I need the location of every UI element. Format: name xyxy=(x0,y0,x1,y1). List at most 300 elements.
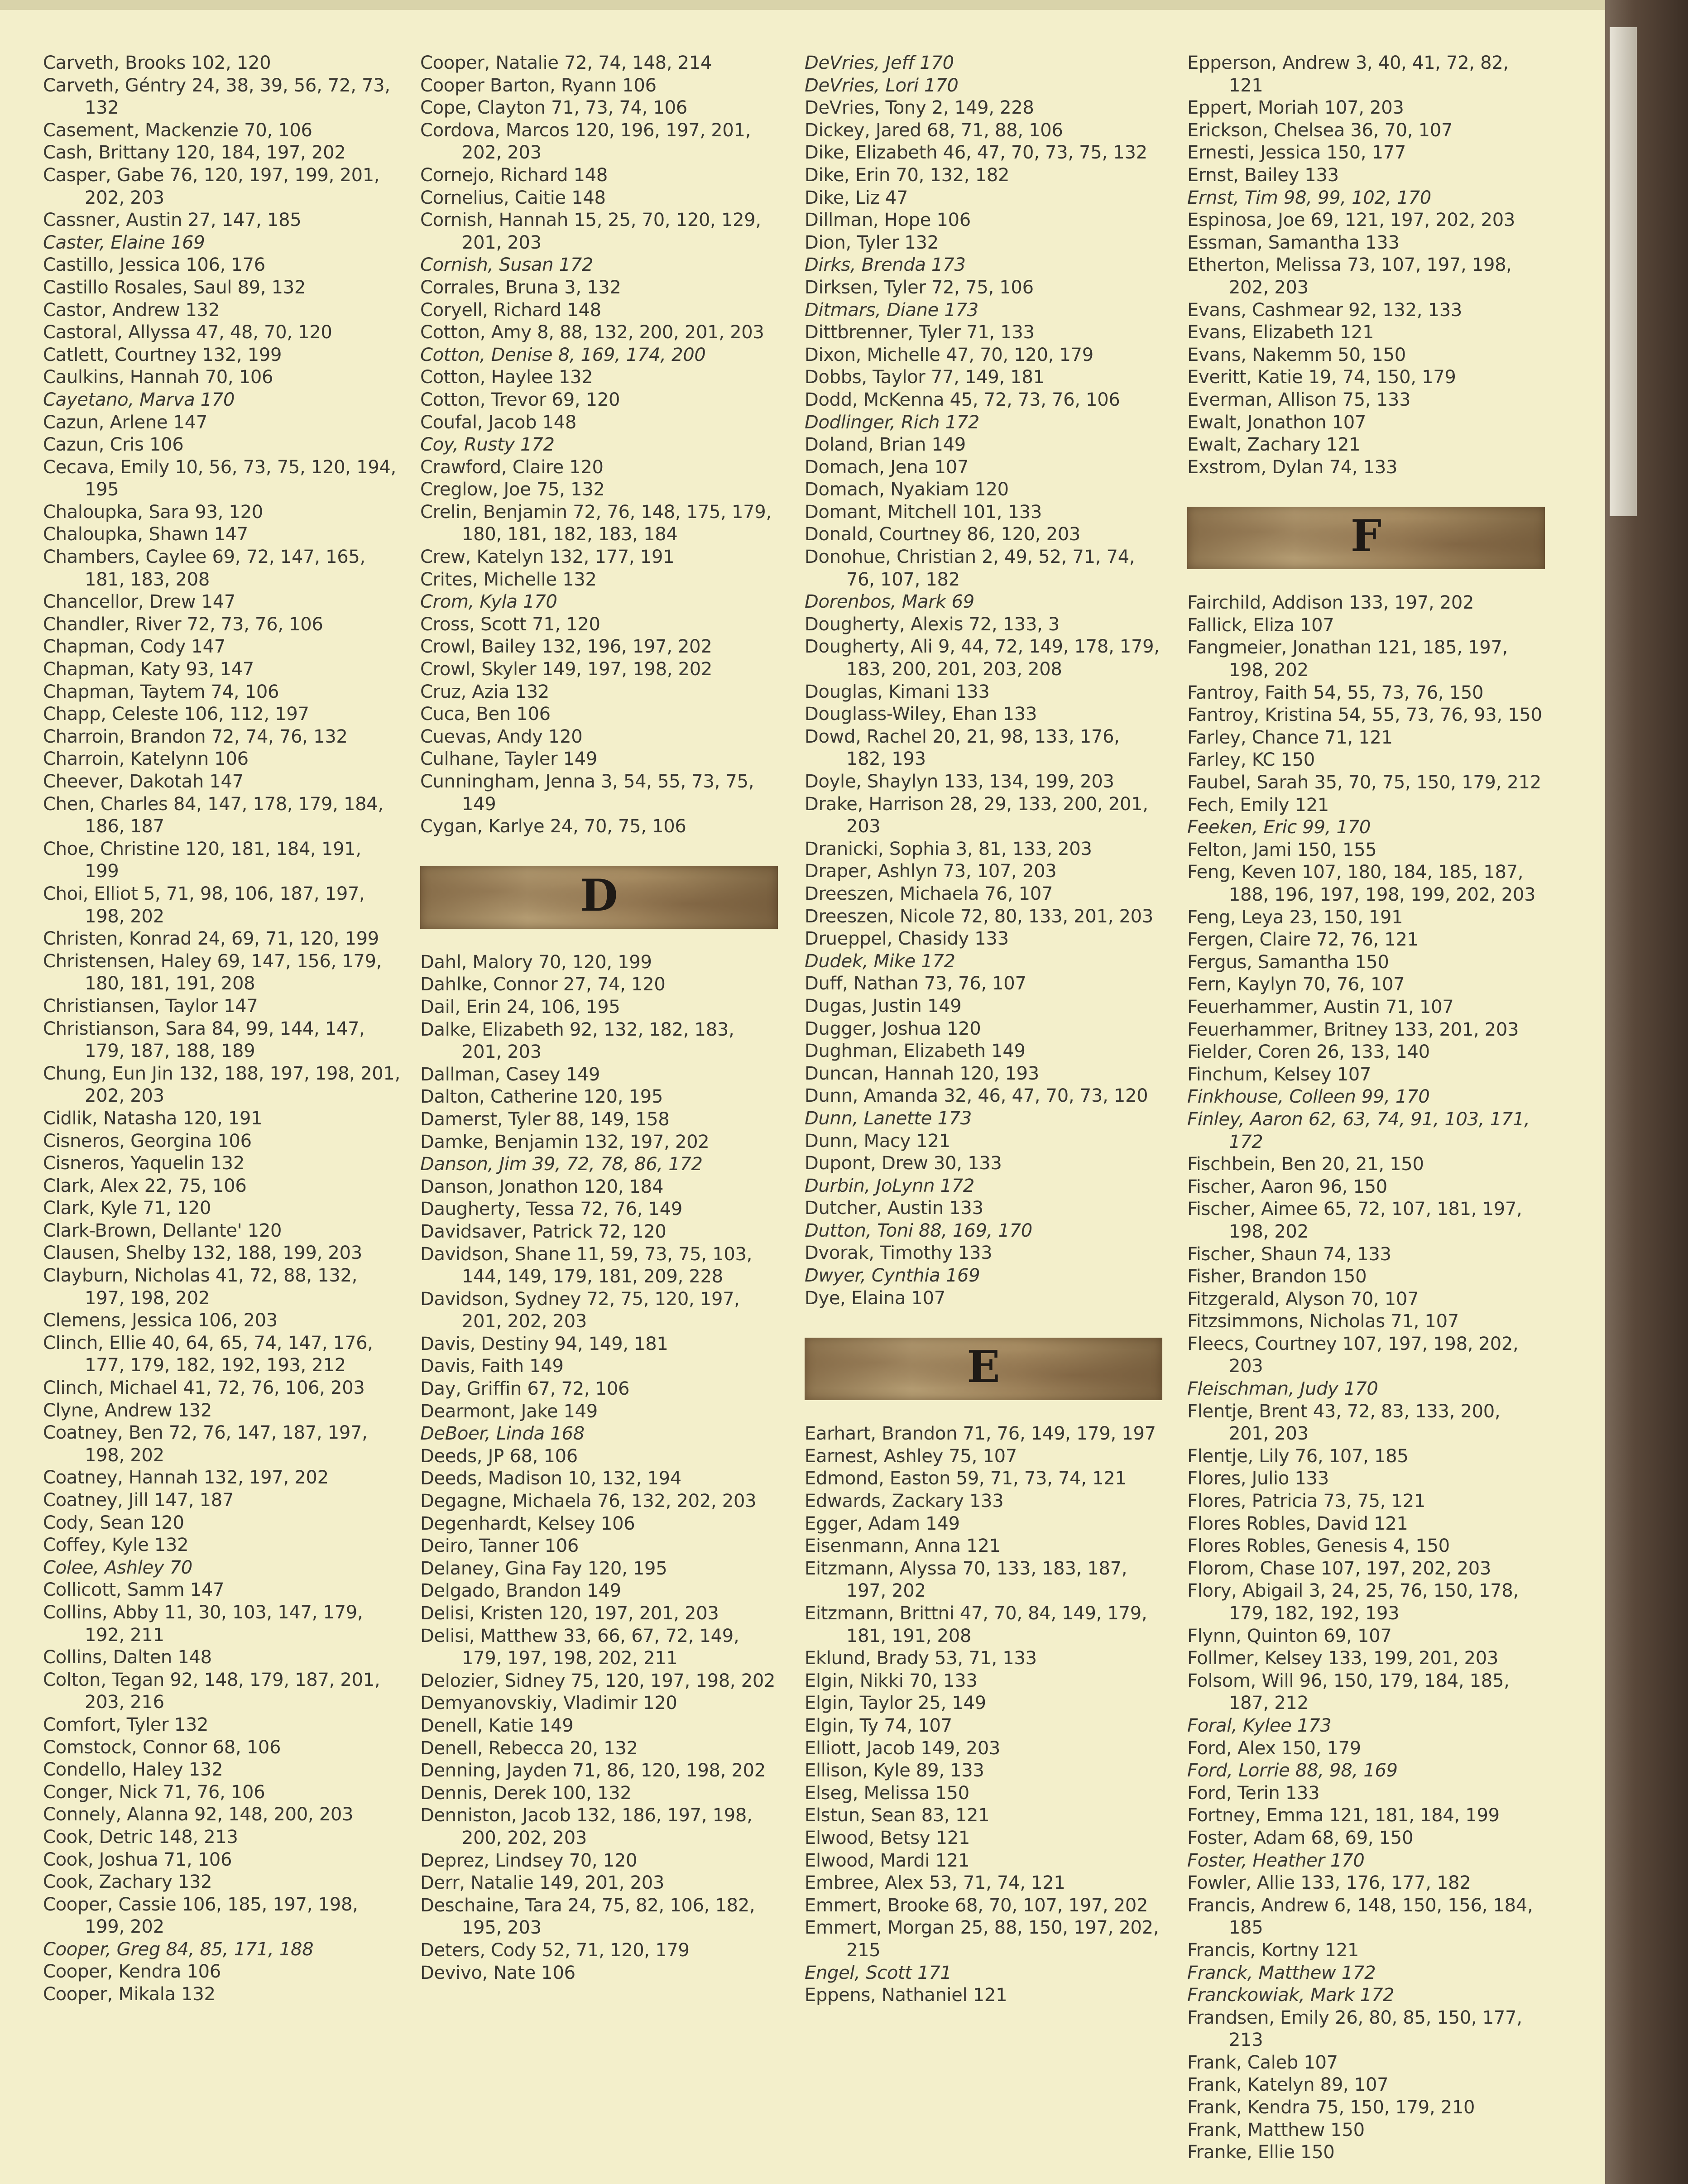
index-entry: Coatney, Ben 72, 76, 147, 187, 197, 198, 202 xyxy=(43,1422,368,1466)
index-entry: Chaloupka, Shawn 147 xyxy=(43,524,248,545)
index-entry: Eitzmann, Alyssa 70, 133, 183, 187, 197, 202 xyxy=(805,1558,1127,1602)
index-entry: Condello, Haley 132 xyxy=(43,1759,223,1781)
index-entry: Elliott, Jacob 149, 203 xyxy=(805,1738,1000,1759)
index-entry: Ellison, Kyle 89, 133 xyxy=(805,1760,984,1781)
index-column-4 xyxy=(1187,52,1545,2164)
index-entry: Corrales, Bruna 3, 132 xyxy=(420,277,621,298)
index-entry: Cisneros, Yaquelin 132 xyxy=(43,1153,245,1174)
index-entry: Durbin, JoLynn 172 xyxy=(805,1175,975,1196)
index-entry: Dreeszen, Michaela 76, 107 xyxy=(805,883,1053,904)
index-entry: Dye, Elaina 107 xyxy=(805,1287,945,1309)
index-entry: Castoral, Allyssa 47, 48, 70, 120 xyxy=(43,322,332,343)
index-entry: Chancellor, Drew 147 xyxy=(43,591,236,613)
index-entry: Denniston, Jacob 132, 186, 197, 198, 200, 202, 203 xyxy=(420,1805,753,1848)
index-entry: Etherton, Melissa 73, 107, 197, 198, 202, 203 xyxy=(1187,254,1512,298)
index-entry: Fortney, Emma 121, 181, 184, 199 xyxy=(1187,1805,1500,1826)
index-entry: Crowl, Skyler 149, 197, 198, 202 xyxy=(420,659,712,680)
index-entry: Dugger, Joshua 120 xyxy=(805,1018,981,1039)
index-column-1 xyxy=(43,52,401,2006)
index-entry: Fitzgerald, Alyson 70, 107 xyxy=(1187,1288,1419,1310)
index-entry: Fischer, Shaun 74, 133 xyxy=(1187,1243,1391,1265)
index-entry: Dike, Elizabeth 46, 47, 70, 73, 75, 132 xyxy=(805,142,1147,163)
index-entry: Cygan, Karlye 24, 70, 75, 106 xyxy=(420,816,686,837)
index-entry: Cassner, Austin 27, 147, 185 xyxy=(43,210,302,231)
index-entry: Danson, Jonathon 120, 184 xyxy=(420,1176,664,1197)
index-entry: Espinosa, Joe 69, 121, 197, 202, 203 xyxy=(1187,210,1515,231)
index-entry: Flentje, Lily 76, 107, 185 xyxy=(1187,1445,1409,1467)
index-entry: Cross, Scott 71, 120 xyxy=(420,614,600,635)
index-entry: Franke, Ellie 150 xyxy=(1187,2142,1335,2163)
index-entry: Colee, Ashley 70 xyxy=(43,1557,192,1578)
index-entry: Dowd, Rachel 20, 21, 98, 133, 176, 182, 193 xyxy=(805,726,1120,770)
index-entry: Christen, Konrad 24, 69, 71, 120, 199 xyxy=(43,928,379,950)
index-entry: Fallick, Eliza 107 xyxy=(1187,614,1334,636)
index-entry: Fergus, Samantha 150 xyxy=(1187,951,1389,973)
index-entry: Elwood, Betsy 121 xyxy=(805,1827,970,1848)
index-entry: Castor, Andrew 132 xyxy=(43,299,220,321)
index-entry: Chapp, Celeste 106, 112, 197 xyxy=(43,704,309,725)
index-entry: Choe, Christine 120, 181, 184, 191, 199 xyxy=(43,838,361,882)
index-entry: Flentje, Brent 43, 72, 83, 133, 200, 201, 203 xyxy=(1187,1401,1501,1445)
index-entry: Clark, Alex 22, 75, 106 xyxy=(43,1175,247,1196)
index-entry: Chung, Eun Jin 132, 188, 197, 198, 201, 202, 203 xyxy=(43,1063,400,1107)
index-entry: Clinch, Ellie 40, 64, 65, 74, 147, 176, 177, 179, 182, 192, 193, 212 xyxy=(43,1332,373,1376)
index-entry: Creglow, Joe 75, 132 xyxy=(420,479,605,500)
index-entry: DeVries, Lori 170 xyxy=(805,75,959,96)
index-entry: Davis, Destiny 94, 149, 181 xyxy=(420,1333,668,1354)
index-entry: Cooper Barton, Ryann 106 xyxy=(420,75,657,96)
index-entry: Cook, Detric 148, 213 xyxy=(43,1826,238,1848)
index-entry: Dodd, McKenna 45, 72, 73, 76, 106 xyxy=(805,389,1120,410)
index-entry: Faubel, Sarah 35, 70, 75, 150, 179, 212 xyxy=(1187,772,1541,793)
index-entry: Dutton, Toni 88, 169, 170 xyxy=(805,1220,1032,1241)
index-entry: Delozier, Sidney 75, 120, 197, 198, 202 xyxy=(420,1670,776,1691)
index-entry: Fitzsimmons, Nicholas 71, 107 xyxy=(1187,1311,1459,1332)
index-entry: Feuerhammer, Britney 133, 201, 203 xyxy=(1187,1019,1519,1040)
index-entry: Domach, Nyakiam 120 xyxy=(805,479,1009,500)
index-entry: Domach, Jena 107 xyxy=(805,456,969,478)
index-entry: Cotton, Trevor 69, 120 xyxy=(420,389,620,410)
index-entry: Felton, Jami 150, 155 xyxy=(1187,839,1377,860)
index-entry: Coffey, Kyle 132 xyxy=(43,1535,189,1556)
index-entry: Deschaine, Tara 24, 75, 82, 106, 182, 195, 203 xyxy=(420,1895,755,1939)
index-entry: Cazun, Arlene 147 xyxy=(43,412,208,433)
index-entry: Duff, Nathan 73, 76, 107 xyxy=(805,973,1026,994)
index-entry: Finchum, Kelsey 107 xyxy=(1187,1064,1372,1085)
index-entry: Collicott, Samm 147 xyxy=(43,1579,225,1601)
index-entry: Drueppel, Chasidy 133 xyxy=(805,928,1009,950)
index-entry: Dougherty, Alexis 72, 133, 3 xyxy=(805,614,1060,635)
index-entry: Cook, Zachary 132 xyxy=(43,1872,212,1893)
index-entry: Doyle, Shaylyn 133, 134, 199, 203 xyxy=(805,771,1114,792)
index-entry: Clayburn, Nicholas 41, 72, 88, 132, 197, 198, 202 xyxy=(43,1265,358,1309)
index-entry: Damke, Benjamin 132, 197, 202 xyxy=(420,1131,710,1152)
index-entry: Eppens, Nathaniel 121 xyxy=(805,1985,1007,2006)
index-entry: Coryell, Richard 148 xyxy=(420,299,601,321)
index-entry: Dranicki, Sophia 3, 81, 133, 203 xyxy=(805,838,1092,859)
index-entry: Dalton, Catherine 120, 195 xyxy=(420,1086,663,1108)
index-entry: Embree, Alex 53, 71, 74, 121 xyxy=(805,1872,1065,1894)
index-entry: Deiro, Tanner 106 xyxy=(420,1536,579,1557)
index-entry: Dreeszen, Nicole 72, 80, 133, 201, 203 xyxy=(805,906,1153,927)
index-entry: Christianson, Sara 84, 99, 144, 147, 179, 187, 188, 189 xyxy=(43,1018,365,1062)
index-entry: Draper, Ashlyn 73, 107, 203 xyxy=(805,861,1057,882)
index-entry: Chapman, Taytem 74, 106 xyxy=(43,681,279,702)
index-entry: Cooper, Cassie 106, 185, 197, 198, 199, 202 xyxy=(43,1894,358,1938)
index-entry: Douglass-Wiley, Ehan 133 xyxy=(805,704,1037,725)
section-banner xyxy=(420,866,778,929)
index-entry: Chandler, River 72, 73, 76, 106 xyxy=(43,614,323,635)
index-entry: Dugas, Justin 149 xyxy=(805,995,962,1017)
index-entry: Caulkins, Hannah 70, 106 xyxy=(43,367,273,388)
book-binding xyxy=(1605,0,1688,2184)
index-entry: Flory, Abigail 3, 24, 25, 76, 150, 178, 179, 182, 192, 193 xyxy=(1187,1580,1519,1624)
index-entry: Christensen, Haley 69, 147, 156, 179, 180, 181, 191, 208 xyxy=(43,950,382,994)
index-entry: Collins, Dalten 148 xyxy=(43,1647,212,1668)
index-entry: Cotton, Denise 8, 169, 174, 200 xyxy=(420,344,706,365)
index-entry: Ernst, Bailey 133 xyxy=(1187,164,1339,186)
index-entry: Flores Robles, Genesis 4, 150 xyxy=(1187,1536,1450,1557)
index-entry: Elseg, Melissa 150 xyxy=(805,1782,969,1804)
index-entry: Ditmars, Diane 173 xyxy=(805,299,978,321)
index-entry: Casper, Gabe 76, 120, 197, 199, 201, 202, 203 xyxy=(43,164,380,208)
index-entry: Dike, Erin 70, 132, 182 xyxy=(805,164,1010,186)
index-entry: Fairchild, Addison 133, 197, 202 xyxy=(1187,592,1474,614)
index-entry: Fantroy, Kristina 54, 55, 73, 76, 93, 150 xyxy=(1187,705,1542,726)
index-entry: Fleischman, Judy 170 xyxy=(1187,1378,1378,1400)
index-entry: Deprez, Lindsey 70, 120 xyxy=(420,1850,638,1871)
index-entry: Cooper, Natalie 72, 74, 148, 214 xyxy=(420,53,712,73)
index-entry: Ernesti, Jessica 150, 177 xyxy=(1187,142,1406,163)
index-entry: Delisi, Kristen 120, 197, 201, 203 xyxy=(420,1603,719,1624)
index-entry: Chapman, Cody 147 xyxy=(43,636,225,658)
index-entry: Foster, Heather 170 xyxy=(1187,1850,1365,1871)
index-entry: Cope, Clayton 71, 73, 74, 106 xyxy=(420,97,687,119)
index-entry: Dallman, Casey 149 xyxy=(420,1064,600,1085)
index-entry: Christiansen, Taylor 147 xyxy=(43,995,258,1017)
index-entry: Farley, Chance 71, 121 xyxy=(1187,727,1393,748)
index-entry: Catlett, Courtney 132, 199 xyxy=(43,344,282,365)
index-entry: Dail, Erin 24, 106, 195 xyxy=(420,996,620,1018)
index-column-2 xyxy=(420,52,778,1984)
index-entry: Dixon, Michelle 47, 70, 120, 179 xyxy=(805,344,1093,365)
index-entry: Deeds, Madison 10, 132, 194 xyxy=(420,1468,681,1489)
index-entry: Flores Robles, David 121 xyxy=(1187,1513,1408,1534)
index-entry: Ewalt, Jonathon 107 xyxy=(1187,412,1367,433)
index-entry: Cisneros, Georgina 106 xyxy=(43,1130,252,1152)
index-entry: Delgado, Brandon 149 xyxy=(420,1580,621,1602)
index-entry: Chambers, Caylee 69, 72, 147, 165, 181, 183, 208 xyxy=(43,547,365,590)
index-entry: Dirksen, Tyler 72, 75, 106 xyxy=(805,277,1034,298)
index-entry: Cuevas, Andy 120 xyxy=(420,726,583,747)
index-entry: Ford, Alex 150, 179 xyxy=(1187,1738,1361,1759)
index-entry: Denell, Rebecca 20, 132 xyxy=(420,1738,638,1759)
index-entry: Egger, Adam 149 xyxy=(805,1513,960,1534)
index-entry: Comfort, Tyler 132 xyxy=(43,1714,209,1735)
index-entry: Donohue, Christian 2, 49, 52, 71, 74, 76, 107, 182 xyxy=(805,547,1135,590)
index-entry: Dahlke, Connor 27, 74, 120 xyxy=(420,974,666,995)
index-entry: Elstun, Sean 83, 121 xyxy=(805,1805,990,1826)
index-entry: Chen, Charles 84, 147, 178, 179, 184, 186, 187 xyxy=(43,793,384,837)
index-entry: Exstrom, Dylan 74, 133 xyxy=(1187,456,1398,478)
index-entry: Cotton, Haylee 132 xyxy=(420,367,593,388)
index-entry: Drake, Harrison 28, 29, 133, 200, 201, 203 xyxy=(805,793,1148,837)
index-entry: Dillman, Hope 106 xyxy=(805,210,971,231)
index-entry: Davidsaver, Patrick 72, 120 xyxy=(420,1221,667,1242)
index-entry: Dion, Tyler 132 xyxy=(805,232,939,253)
index-entry: Cornejo, Richard 148 xyxy=(420,164,608,186)
index-entry: Emmert, Morgan 25, 88, 150, 197, 202, 215 xyxy=(805,1917,1159,1961)
section-letter: E xyxy=(967,1341,1000,1393)
index-entry: Delisi, Matthew 33, 66, 67, 72, 149, 179, 197, 198, 202, 211 xyxy=(420,1625,739,1669)
index-entry: Crelin, Benjamin 72, 76, 148, 175, 179, 180, 181, 182, 183, 184 xyxy=(420,501,772,545)
index-entry: Edwards, Zackary 133 xyxy=(805,1491,1004,1512)
index-entry: Dunn, Macy 121 xyxy=(805,1130,950,1152)
index-entry: Dougherty, Ali 9, 44, 72, 149, 178, 179, 183, 200, 201, 203, 208 xyxy=(805,636,1160,680)
index-entry: Clinch, Michael 41, 72, 76, 106, 203 xyxy=(43,1378,365,1399)
index-entry: Dorenbos, Mark 69 xyxy=(805,591,974,613)
index-entry: Flores, Patricia 73, 75, 121 xyxy=(1187,1491,1426,1512)
index-entry: Feng, Leya 23, 150, 191 xyxy=(1187,907,1403,928)
index-entry: Denell, Katie 149 xyxy=(420,1715,574,1736)
index-entry: Deeds, JP 68, 106 xyxy=(420,1445,578,1467)
index-entry: Flynn, Quinton 69, 107 xyxy=(1187,1625,1392,1646)
index-entry: Doland, Brian 149 xyxy=(805,434,966,456)
index-entry: Flores, Julio 133 xyxy=(1187,1468,1329,1489)
index-entry: Davis, Faith 149 xyxy=(420,1356,564,1377)
index-entry: Dudek, Mike 172 xyxy=(805,950,955,972)
index-entry: Frandsen, Emily 26, 80, 85, 150, 177, 213 xyxy=(1187,2007,1522,2051)
index-entry: Clausen, Shelby 132, 188, 199, 203 xyxy=(43,1243,362,1264)
index-entry: Finley, Aaron 62, 63, 74, 91, 103, 171, 172 xyxy=(1187,1109,1530,1152)
index-entry: Erickson, Chelsea 36, 70, 107 xyxy=(1187,120,1453,141)
index-entry: Dwyer, Cynthia 169 xyxy=(805,1265,980,1286)
index-entry: Cornelius, Caitie 148 xyxy=(420,187,606,208)
index-entry: Eitzmann, Brittni 47, 70, 84, 149, 179, 181, 191, 208 xyxy=(805,1603,1147,1646)
index-entry: Fowler, Allie 133, 176, 177, 182 xyxy=(1187,1872,1471,1894)
index-entry: Evans, Cashmear 92, 132, 133 xyxy=(1187,299,1463,321)
index-entry: Feng, Keven 107, 180, 184, 185, 187, 188, 196, 197, 198, 199, 202, 203 xyxy=(1187,862,1536,905)
index-entry: Demyanovskiy, Vladimir 120 xyxy=(420,1693,677,1714)
index-entry: Carveth, Brooks 102, 120 xyxy=(43,53,271,73)
index-entry: Degenhardt, Kelsey 106 xyxy=(420,1513,635,1534)
index-entry: Dike, Liz 47 xyxy=(805,187,908,208)
index-entry: Ford, Lorrie 88, 98, 169 xyxy=(1187,1760,1398,1781)
index-entry: Collins, Abby 11, 30, 103, 147, 179, 192, 211 xyxy=(43,1602,363,1646)
section-letter: D xyxy=(580,869,618,921)
index-entry: Everman, Allison 75, 133 xyxy=(1187,389,1411,410)
index-entry: Derr, Natalie 149, 201, 203 xyxy=(420,1872,665,1894)
index-entry: Dunn, Amanda 32, 46, 47, 70, 73, 120 xyxy=(805,1085,1148,1107)
index-entry: Cordova, Marcos 120, 196, 197, 201, 202, 203 xyxy=(420,120,751,163)
index-entry: Duncan, Hannah 120, 193 xyxy=(805,1063,1039,1084)
index-entry: Feuerhammer, Austin 71, 107 xyxy=(1187,996,1454,1018)
index-entry: Fleecs, Courtney 107, 197, 198, 202, 203 xyxy=(1187,1333,1519,1377)
index-entry: Donald, Courtney 86, 120, 203 xyxy=(805,524,1081,545)
index-entry: Cooper, Greg 84, 85, 171, 188 xyxy=(43,1939,314,1960)
index-entry: Florom, Chase 107, 197, 202, 203 xyxy=(1187,1558,1491,1579)
index-entry: Chaloupka, Sara 93, 120 xyxy=(43,501,263,523)
index-entry: Eklund, Brady 53, 71, 133 xyxy=(805,1648,1037,1669)
index-entry: Foster, Adam 68, 69, 150 xyxy=(1187,1827,1414,1848)
index-entry: Emmert, Brooke 68, 70, 107, 197, 202 xyxy=(805,1895,1148,1916)
index-entry: Dughman, Elizabeth 149 xyxy=(805,1041,1026,1062)
index-column-3 xyxy=(805,52,1162,2007)
index-entry: Fangmeier, Jonathan 121, 185, 197, 198, 202 xyxy=(1187,637,1508,681)
index-entry: Folsom, Will 96, 150, 179, 184, 185, 187, 212 xyxy=(1187,1670,1510,1714)
index-entry: Daugherty, Tessa 72, 76, 149 xyxy=(420,1199,683,1220)
index-entry: Cooper, Mikala 132 xyxy=(43,1984,216,2005)
index-entry: Damerst, Tyler 88, 149, 158 xyxy=(420,1109,670,1130)
index-entry: Dunn, Lanette 173 xyxy=(805,1108,972,1129)
index-entry: Coatney, Hannah 132, 197, 202 xyxy=(43,1467,329,1488)
index-entry: Delaney, Gina Fay 120, 195 xyxy=(420,1558,667,1579)
index-entry: Domant, Mitchell 101, 133 xyxy=(805,501,1042,523)
page-tab xyxy=(1610,27,1637,516)
index-entry: Ewalt, Zachary 121 xyxy=(1187,434,1361,456)
index-entry: Castillo, Jessica 106, 176 xyxy=(43,254,265,276)
index-entry: Fischbein, Ben 20, 21, 150 xyxy=(1187,1154,1424,1175)
index-entry: Cornish, Hannah 15, 25, 70, 120, 129, 201, 203 xyxy=(420,210,761,253)
index-entry: Davidson, Shane 11, 59, 73, 75, 103, 144, 149, 179, 181, 209, 228 xyxy=(420,1243,753,1287)
index-entry: Fantroy, Faith 54, 55, 73, 76, 150 xyxy=(1187,682,1484,703)
index-entry: Frank, Matthew 150 xyxy=(1187,2119,1365,2141)
index-entry: Elgin, Nikki 70, 133 xyxy=(805,1670,978,1691)
index-entry: Francis, Kortny 121 xyxy=(1187,1939,1359,1961)
index-entry: Cotton, Amy 8, 88, 132, 200, 201, 203 xyxy=(420,322,764,343)
index-entry: Fisher, Brandon 150 xyxy=(1187,1266,1367,1287)
index-entry: Cody, Sean 120 xyxy=(43,1512,184,1533)
index-entry: Chapman, Katy 93, 147 xyxy=(43,659,254,680)
index-entry: Dickey, Jared 68, 71, 88, 106 xyxy=(805,120,1063,141)
index-entry: Cidlik, Natasha 120, 191 xyxy=(43,1108,263,1129)
index-entry: Danson, Jim 39, 72, 78, 86, 172 xyxy=(420,1154,703,1175)
index-entry: Fielder, Coren 26, 133, 140 xyxy=(1187,1042,1430,1063)
index-entry: Cook, Joshua 71, 106 xyxy=(43,1849,232,1870)
index-entry: Day, Griffin 67, 72, 106 xyxy=(420,1378,630,1400)
index-entry: Cornish, Susan 172 xyxy=(420,254,594,276)
index-entry: Fech, Emily 121 xyxy=(1187,794,1329,816)
index-entry: Dobbs, Taylor 77, 149, 181 xyxy=(805,367,1045,388)
page-top-edge xyxy=(0,0,1605,10)
index-entry: Charroin, Katelynn 106 xyxy=(43,749,249,770)
index-entry: Caster, Elaine 169 xyxy=(43,232,205,253)
index-entry: Feeken, Eric 99, 170 xyxy=(1187,817,1371,838)
index-entry: Eisenmann, Anna 121 xyxy=(805,1536,1001,1557)
index-entry: Clark, Kyle 71, 120 xyxy=(43,1198,211,1219)
index-entry: Dearmont, Jake 149 xyxy=(420,1401,598,1422)
index-entry: Farley, KC 150 xyxy=(1187,749,1315,771)
index-entry: Clemens, Jessica 106, 203 xyxy=(43,1310,278,1331)
index-entry: Engel, Scott 171 xyxy=(805,1962,952,1983)
index-entry: Finkhouse, Colleen 99, 170 xyxy=(1187,1086,1430,1108)
index-entry: Dahl, Malory 70, 120, 199 xyxy=(420,951,652,973)
index-entry: Denning, Jayden 71, 86, 120, 198, 202 xyxy=(420,1760,766,1781)
index-entry: Dittbrenner, Tyler 71, 133 xyxy=(805,322,1035,343)
index-entry: DeVries, Tony 2, 149, 228 xyxy=(805,97,1034,119)
index-entry: Evans, Nakemm 50, 150 xyxy=(1187,344,1406,365)
index-entry: Crawford, Claire 120 xyxy=(420,456,604,478)
index-entry: Fergen, Claire 72, 76, 121 xyxy=(1187,929,1419,950)
index-entry: Comstock, Connor 68, 106 xyxy=(43,1737,281,1758)
section-letter: F xyxy=(1350,510,1382,562)
index-entry: Crom, Kyla 170 xyxy=(420,591,557,613)
index-entry: Foral, Kylee 173 xyxy=(1187,1715,1332,1736)
index-entry: Eppert, Moriah 107, 203 xyxy=(1187,97,1404,119)
index-entry: Charroin, Brandon 72, 74, 76, 132 xyxy=(43,726,348,747)
index-entry: Francis, Andrew 6, 148, 150, 156, 184, 185 xyxy=(1187,1895,1533,1939)
index-entry: Fischer, Aimee 65, 72, 107, 181, 197, 198, 202 xyxy=(1187,1199,1522,1242)
index-entry: Choi, Elliot 5, 71, 98, 106, 187, 197, 198, 202 xyxy=(43,883,365,927)
index-entry: DeBoer, Linda 168 xyxy=(420,1423,585,1445)
index-entry: Castillo Rosales, Saul 89, 132 xyxy=(43,277,306,298)
index-entry: Fern, Kaylyn 70, 76, 107 xyxy=(1187,974,1405,995)
index-entry: Dennis, Derek 100, 132 xyxy=(420,1782,632,1804)
index-entry: Franckowiak, Mark 172 xyxy=(1187,1985,1395,2006)
index-entry: Cruz, Azia 132 xyxy=(420,681,549,702)
index-entry: Earhart, Brandon 71, 76, 149, 179, 197 xyxy=(805,1423,1156,1445)
index-entry: Cayetano, Marva 170 xyxy=(43,389,235,410)
index-entry: Clyne, Andrew 132 xyxy=(43,1400,212,1421)
index-entry: Evans, Elizabeth 121 xyxy=(1187,322,1374,343)
index-entry: Davidson, Sydney 72, 75, 120, 197, 201, 202, 203 xyxy=(420,1288,740,1332)
index-entry: Elgin, Ty 74, 107 xyxy=(805,1715,952,1736)
index-entry: Frank, Caleb 107 xyxy=(1187,2052,1338,2073)
index-entry: Dupont, Drew 30, 133 xyxy=(805,1153,1002,1174)
index-entry: Fischer, Aaron 96, 150 xyxy=(1187,1176,1387,1197)
index-entry: Dodlinger, Rich 172 xyxy=(805,412,980,433)
index-entry: Cazun, Cris 106 xyxy=(43,434,184,456)
index-entry: Earnest, Ashley 75, 107 xyxy=(805,1445,1017,1467)
section-banner xyxy=(805,1338,1162,1400)
index-entry: Conger, Nick 71, 76, 106 xyxy=(43,1781,265,1803)
index-entry: Dutcher, Austin 133 xyxy=(805,1198,983,1219)
index-entry: Degagne, Michaela 76, 132, 202, 203 xyxy=(420,1491,757,1512)
index-entry: Crites, Michelle 132 xyxy=(420,569,597,590)
index-entry: Douglas, Kimani 133 xyxy=(805,681,990,702)
index-entry: Essman, Samantha 133 xyxy=(1187,232,1400,253)
index-entry: Dalke, Elizabeth 92, 132, 182, 183, 201, 203 xyxy=(420,1019,734,1063)
index-entry: Cunningham, Jenna 3, 54, 55, 73, 75, 149 xyxy=(420,771,754,815)
index-entry: Casement, Mackenzie 70, 106 xyxy=(43,120,312,141)
index-entry: Everitt, Katie 19, 74, 150, 179 xyxy=(1187,367,1456,388)
index-entry: Epperson, Andrew 3, 40, 41, 72, 82, 121 xyxy=(1187,53,1509,96)
index-entry: Carveth, Géntry 24, 38, 39, 56, 72, 73, 132 xyxy=(43,75,390,119)
index-entry: Elgin, Taylor 25, 149 xyxy=(805,1693,986,1714)
index-entry: Dvorak, Timothy 133 xyxy=(805,1243,993,1264)
index-entry: Coufal, Jacob 148 xyxy=(420,412,577,433)
index-entry: DeVries, Jeff 170 xyxy=(805,53,954,73)
index-entry: Ford, Terin 133 xyxy=(1187,1782,1320,1804)
index-entry: Edmond, Easton 59, 71, 73, 74, 121 xyxy=(805,1468,1127,1489)
index-entry: Cheever, Dakotah 147 xyxy=(43,771,244,792)
index-entry: Ernst, Tim 98, 99, 102, 170 xyxy=(1187,187,1431,208)
index-entry: Cooper, Kendra 106 xyxy=(43,1961,221,1982)
index-entry: Colton, Tegan 92, 148, 179, 187, 201, 203, 216 xyxy=(43,1669,380,1713)
index-entry: Devivo, Nate 106 xyxy=(420,1962,575,1983)
index-entry: Deters, Cody 52, 71, 120, 179 xyxy=(420,1939,690,1961)
index-entry: Frank, Katelyn 89, 107 xyxy=(1187,2074,1389,2096)
index-entry: Coatney, Jill 147, 187 xyxy=(43,1490,234,1511)
index-entry: Dirks, Brenda 173 xyxy=(805,254,966,276)
index-entry: Coy, Rusty 172 xyxy=(420,434,555,456)
index-entry: Elwood, Mardi 121 xyxy=(805,1850,970,1871)
index-entry: Follmer, Kelsey 133, 199, 201, 203 xyxy=(1187,1648,1499,1669)
section-banner xyxy=(1187,507,1545,569)
index-entry: Cash, Brittany 120, 184, 197, 202 xyxy=(43,142,346,163)
index-entry: Frank, Kendra 75, 150, 179, 210 xyxy=(1187,2097,1475,2118)
index-entry: Cecava, Emily 10, 56, 73, 75, 120, 194, 195 xyxy=(43,456,396,500)
